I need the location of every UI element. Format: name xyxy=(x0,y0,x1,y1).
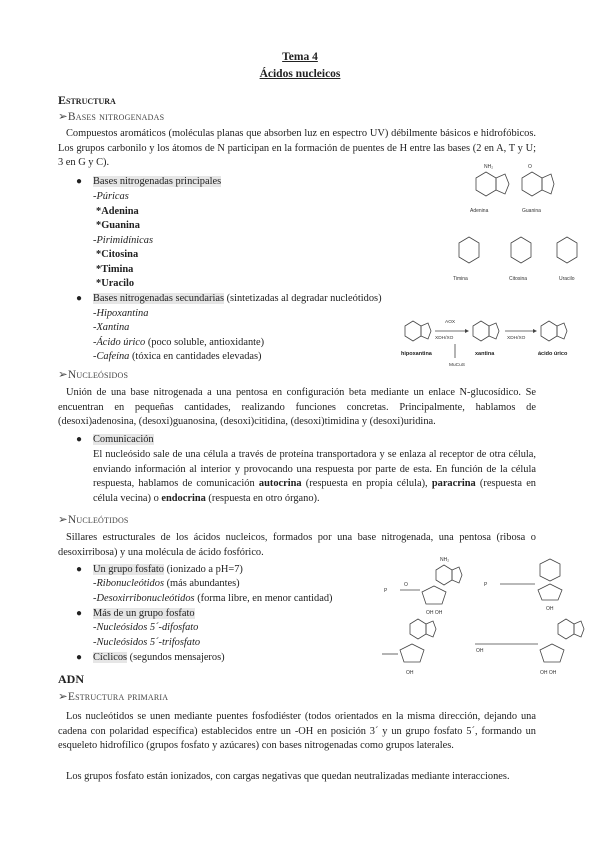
enzyme-xdh-1: XDH/XO xyxy=(435,336,454,341)
oh-label: OH xyxy=(476,648,484,654)
label-timina: Timina xyxy=(453,276,468,282)
xantina: -Xantina xyxy=(93,322,130,333)
bases-secundarias: Bases nitrogenadas secundarias (sintetizadas al degradar nucleótidos) xyxy=(93,293,382,304)
nucleotidos-intro: Sillares estructurales de los ácidos nucleicos, formados por una base nitrogenada, una pentosa (ribosa o desoxirribosa) y una molécula de ácido fosfórico. xyxy=(58,532,536,558)
label-hipoxantina: hipoxantina xyxy=(401,351,432,357)
o-label: O xyxy=(528,164,532,170)
difosfato: -Nucleósidos 5´-difosfato xyxy=(93,622,199,633)
ciclicos: Cíclicos (segundos mensajeros) xyxy=(93,652,225,663)
trifosfato: -Nucleósidos 5´-trifosfato xyxy=(93,637,201,648)
acido-urico: -Ácido úrico (poco soluble, antioxidante) xyxy=(93,337,265,348)
bases-principales: Bases nitrogenadas principales xyxy=(93,176,222,187)
mucus-label: MuCuS xyxy=(449,363,465,368)
bullet: ● xyxy=(76,293,83,304)
label-uracilo: Uracilo xyxy=(559,276,575,282)
un-grupo-fosfato: Un grupo fosfato (ionizado a pH=7) xyxy=(93,564,243,575)
bases-intro: Compuestos aromáticos (moléculas planas que absorben luz en espectro UV) débilmente básicos e hidrofóbicos. Los grupos carbonilo y los átomos de N participan en la formación de puentes de H entre las bases (2 en A, T y U; 3 en G y C). xyxy=(58,128,536,169)
page-title: Ácidos nucleicos xyxy=(259,68,341,80)
label-citosina: Citosina xyxy=(509,276,528,282)
bullet: ● xyxy=(76,652,83,663)
desoxirribonucleotidos: -Desoxirribonucleótidos (forma libre, en menor cantidad) xyxy=(93,593,333,604)
tema-number: Tema 4 xyxy=(282,51,318,63)
guanina: *Guanina xyxy=(96,220,140,231)
bullet: ● xyxy=(76,176,83,187)
nucleosidos-intro: Unión de una base nitrogenada a una pentosa en configuración beta mediante un enlace N-glucosídico. Se encuentran en pequeñas cantidades, realizando funciones concretas. Principalmente, hablamos de (desoxi)adenosina, (desoxi)guanosina, (desoxi)citidina, (desoxi)timidina y (desoxi)uridina. xyxy=(58,387,536,428)
bullet: ● xyxy=(76,434,83,445)
bullet: ● xyxy=(76,608,83,619)
subsection-primaria: ➢Estructura primaria xyxy=(58,691,169,703)
mas-de-un-fosfato: Más de un grupo fosfato xyxy=(93,608,195,619)
nucleotide-structures-figure xyxy=(380,552,595,682)
nh2-label: NH₂ xyxy=(484,164,494,170)
label-guanina: Guanina xyxy=(522,208,541,214)
primaria-p2: Los grupos fosfato están ionizados, con cargas negativas que quedan neutralizadas mediante interacciones. xyxy=(66,771,510,782)
label-acido-urico: ácido úrico xyxy=(538,351,568,357)
pyrimidine-structures-figure xyxy=(445,228,585,290)
section-estructura: Estructura xyxy=(58,93,116,107)
pirimidinicas: -Pirimidínicas xyxy=(93,235,154,246)
ribonucleotidos: -Ribonucleótidos (más abundantes) xyxy=(93,578,240,589)
label-oh-2: OH xyxy=(406,670,414,676)
nh2-label: NH₂ xyxy=(440,557,450,563)
primaria-p1: Los nucleótidos se unen mediante puentes fosfodiéster (todos orientados en la misma dirección, dejando una cadena con polaridad específica) establecidos entre un -OH en posición 3´ y un grupo fosfato 5´, formando un esqueleto hidrofílico (grupos fosfato y azúcares) con bases nitrogenadas como grupos laterales. xyxy=(58,711,536,752)
citosina: *Citosina xyxy=(96,249,139,260)
p-label: P xyxy=(384,588,388,594)
enzyme-xdh-2: XDH/XO xyxy=(507,336,526,341)
bullet: ● xyxy=(76,564,83,575)
adenina: *Adenina xyxy=(96,206,139,217)
label-xantina: xantina xyxy=(475,351,495,357)
subsection-nucleotidos: ➢Nucleótidos xyxy=(58,514,129,526)
o-label: O xyxy=(404,582,408,588)
p-label: P xyxy=(484,582,488,588)
uracilo: *Uracilo xyxy=(96,278,135,289)
label-oh-oh-2: OH OH xyxy=(540,670,557,676)
section-adn: ADN xyxy=(58,672,84,686)
comunicacion: Comunicación xyxy=(93,434,154,445)
cafeina: -Cafeína (tóxica en cantidades elevadas) xyxy=(93,351,262,362)
label-adenina: Adenina xyxy=(470,208,489,214)
purine-structures-figure xyxy=(460,160,555,225)
label-oh-oh-1: OH OH xyxy=(426,610,443,616)
purine-catabolism-figure xyxy=(395,308,585,370)
subsection-bases: ➢Bases nitrogenadas xyxy=(58,111,165,123)
comunicacion-text: El nucleósido sale de una célula a través de proteína transportadora y se enlaza al receptor de otra célula, enviando información al interior y provocando una respuesta por parte de esta. En función de la célula respuesta, hablamos de comunicación autocrina (respuesta en propia célula), paracrina (respuesta en célula vecina) o endocrina (respuesta en otro órgano). xyxy=(93,449,537,504)
timina: *Timina xyxy=(96,264,134,275)
hipoxantina: -Hipoxantina xyxy=(93,308,149,319)
aox-label: AOX xyxy=(445,320,456,325)
subsection-nucleosidos: ➢Nucleósidos xyxy=(58,369,129,381)
label-oh-1: OH xyxy=(546,606,554,612)
puricas: -Púricas xyxy=(93,191,129,202)
